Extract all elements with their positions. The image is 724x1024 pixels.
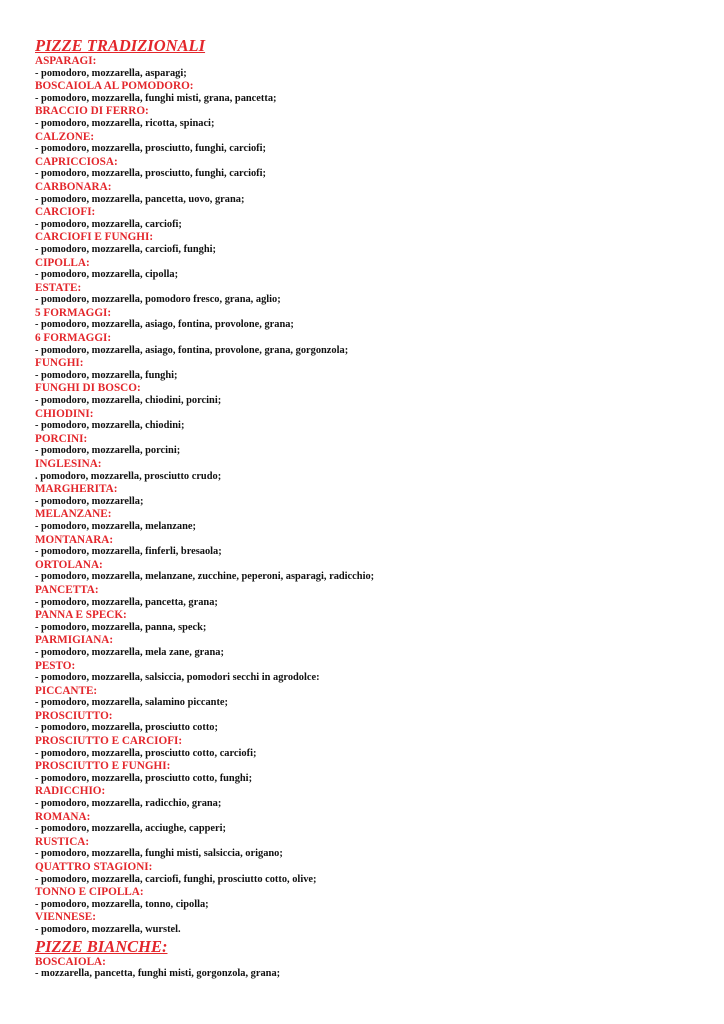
pizza-name: VIENNESE: <box>35 911 96 924</box>
pizza-name: PESTO: <box>35 659 76 672</box>
pizza-ingredients: - pomodoro, mozzarella, carciofi, funghi, prosciutto cotto, olive; <box>35 873 317 885</box>
pizza-name: PROSCIUTTO E CARCIOFI: <box>35 735 183 748</box>
pizza-name: CIPOLLA: <box>35 256 90 269</box>
pizza-ingredients: - pomodoro, mozzarella, panna, speck; <box>35 621 207 633</box>
pizza-ingredients: - pomodoro, mozzarella, pomodoro fresco, grana, aglio; <box>35 294 281 306</box>
pizza-name: CHIODINI: <box>35 407 94 420</box>
pizza-name: FUNGHI: <box>35 357 84 370</box>
pizza-name: PROSCIUTTO E FUNGHI: <box>35 760 171 773</box>
pizza-name: TONNO E CIPOLLA: <box>35 886 144 899</box>
pizza-ingredients: - pomodoro, mozzarella, prosciutto, funghi, carciofi; <box>35 168 266 180</box>
pizza-name: ESTATE: <box>35 281 82 294</box>
pizza-ingredients: - pomodoro, mozzarella, wurstel. <box>35 923 181 935</box>
pizza-name: PANNA E SPECK: <box>35 609 127 622</box>
pizza-ingredients: . pomodoro, mozzarella, prosciutto crudo; <box>35 470 222 482</box>
pizza-ingredients: - pomodoro, mozzarella, pancetta, grana; <box>35 596 218 608</box>
pizza-name: PICCANTE: <box>35 684 98 697</box>
pizza-name: CALZONE: <box>35 130 95 143</box>
pizza-ingredients: - pomodoro, mozzarella, funghi misti, grana, pancetta; <box>35 92 277 104</box>
pizza-ingredients: - pomodoro, mozzarella, carciofi; <box>35 218 182 230</box>
pizza-ingredients: - pomodoro, mozzarella, prosciutto cotto, carciofi; <box>35 747 257 759</box>
pizza-ingredients: - pomodoro, mozzarella, prosciutto, funghi, carciofi; <box>35 143 266 155</box>
pizza-menu-page <box>35 36 695 981</box>
pizza-name: ORTOLANA: <box>35 558 103 571</box>
pizza-name: MARGHERITA: <box>35 483 118 496</box>
pizza-name: 5 FORMAGGI: <box>35 306 112 319</box>
pizza-ingredients: - pomodoro, mozzarella, mela zane, grana; <box>35 646 224 658</box>
pizza-name: BRACCIO DI FERRO: <box>35 105 149 118</box>
pizza-name: PROSCIUTTO: <box>35 709 113 722</box>
pizza-ingredients: - pomodoro, mozzarella, chiodini, porcini; <box>35 395 222 407</box>
pizza-ingredients: - pomodoro, mozzarella, funghi misti, salsiccia, origano; <box>35 848 283 860</box>
pizza-name: PANCETTA: <box>35 583 99 596</box>
pizza-name: CARCIOFI E FUNGHI: <box>35 231 154 244</box>
pizza-name: CARCIOFI: <box>35 206 96 219</box>
pizza-name: BOSCAIOLA AL POMODORO: <box>35 80 194 93</box>
pizza-ingredients: - pomodoro, mozzarella, prosciutto cotto, funghi; <box>35 772 253 784</box>
pizza-ingredients: - pomodoro, mozzarella, asparagi; <box>35 67 187 79</box>
pizza-name: 6 FORMAGGI: <box>35 332 112 345</box>
pizza-ingredients: - pomodoro, mozzarella, finferli, bresaola; <box>35 546 222 558</box>
pizza-name: BOSCAIOLA: <box>35 955 106 968</box>
pizza-ingredients: - pomodoro, mozzarella, prosciutto cotto; <box>35 722 218 734</box>
pizza-ingredients: - pomodoro, mozzarella, ricotta, spinaci; <box>35 117 215 129</box>
pizza-ingredients: - pomodoro, mozzarella, radicchio, grana; <box>35 798 222 810</box>
pizza-ingredients: - pomodoro, mozzarella, funghi; <box>35 369 178 381</box>
pizza-ingredients: - pomodoro, mozzarella, carciofi, funghi; <box>35 243 216 255</box>
pizza-ingredients: - pomodoro, mozzarella, salsiccia, pomodori secchi in agrodolce: <box>35 672 320 684</box>
pizza-name: CARBONARA: <box>35 180 112 193</box>
pizza-name: MELANZANE: <box>35 508 112 521</box>
pizza-name: ROMANA: <box>35 810 91 823</box>
pizza-ingredients: - pomodoro, mozzarella; <box>35 495 144 507</box>
pizza-name: RADICCHIO: <box>35 785 106 798</box>
pizza-name: ASPARAGI: <box>35 55 97 67</box>
pizza-ingredients: - pomodoro, mozzarella, pancetta, uovo, grana; <box>35 193 245 205</box>
pizza-name: CAPRICCIOSA: <box>35 155 118 168</box>
pizza-name: PARMIGIANA: <box>35 634 114 647</box>
pizza-ingredients: - pomodoro, mozzarella, asiago, fontina, provolone, grana, gorgonzola; <box>35 344 349 356</box>
pizza-ingredients: - pomodoro, mozzarella, tonno, cipolla; <box>35 898 209 910</box>
pizza-ingredients: - pomodoro, mozzarella, porcini; <box>35 445 181 457</box>
pizza-name: INGLESINA: <box>35 458 102 470</box>
pizza-name: QUATTRO STAGIONI: <box>35 861 153 873</box>
pizza-ingredients: - pomodoro, mozzarella, melanzane, zucchine, peperoni, asparagi, radicchio; <box>35 571 375 583</box>
pizza-ingredients: - pomodoro, mozzarella, asiago, fontina, provolone, grana; <box>35 319 294 331</box>
pizza-ingredients: - pomodoro, mozzarella, cipolla; <box>35 269 179 281</box>
pizza-name: FUNGHI DI BOSCO: <box>35 382 141 395</box>
pizza-ingredients: - mozzarella, pancetta, funghi misti, gorgonzola, grana; <box>35 968 281 980</box>
pizza-name: MONTANARA: <box>35 533 114 546</box>
pizza-name: RUSTICA: <box>35 835 90 848</box>
pizza-ingredients: - pomodoro, mozzarella, salamino piccante; <box>35 697 228 709</box>
pizza-ingredients: - pomodoro, mozzarella, acciughe, capperi; <box>35 823 226 835</box>
pizza-name: PORCINI: <box>35 432 88 445</box>
section-title: PIZZE TRADIZIONALI <box>35 36 206 55</box>
section-title: PIZZE BIANCHE: <box>35 936 168 956</box>
pizza-ingredients: - pomodoro, mozzarella, chiodini; <box>35 420 185 432</box>
pizza-ingredients: - pomodoro, mozzarella, melanzane; <box>35 520 196 532</box>
